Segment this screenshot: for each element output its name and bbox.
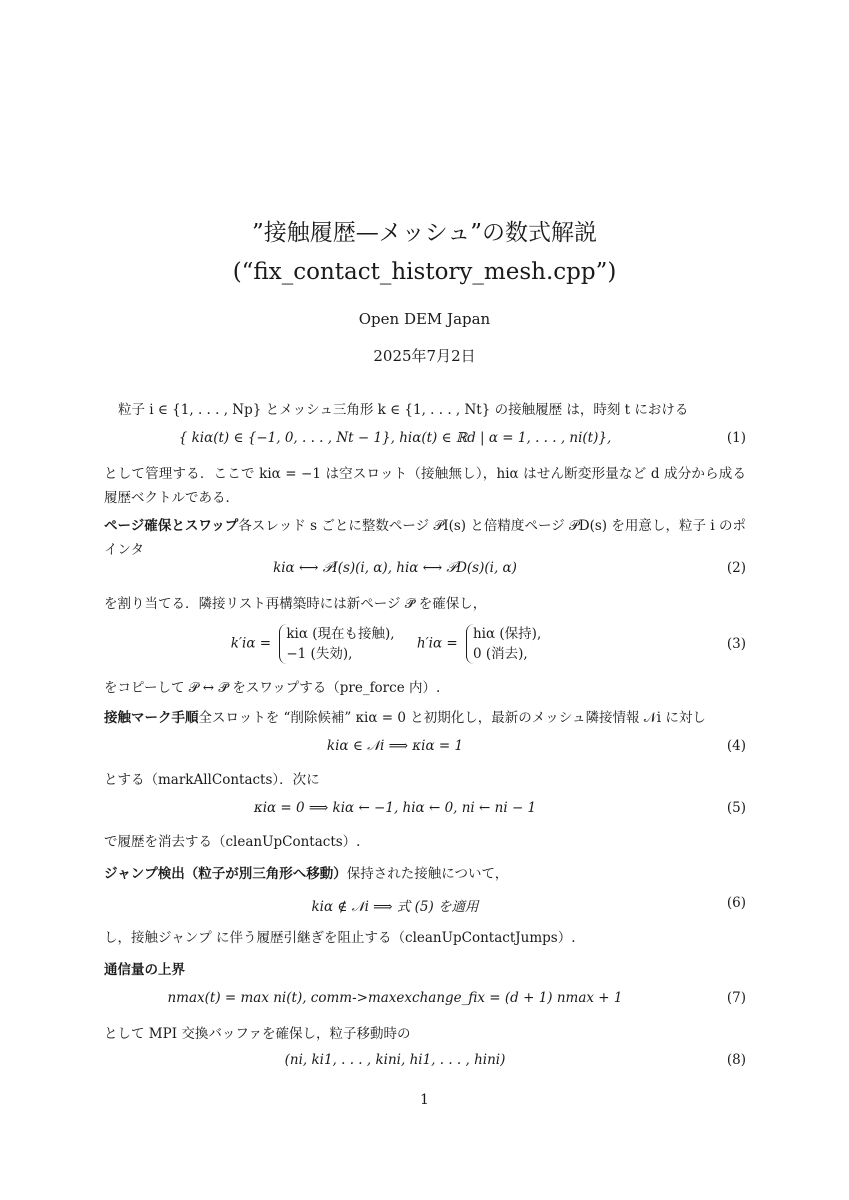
page-section-after-eq2: を割り当てる．隣接リスト再構築時には新ページ 𝒫̃ を確保し， xyxy=(104,596,487,612)
equation-4 xyxy=(104,738,746,768)
mark-section-after-eq5: で履歴を消去する（cleanUpContacts）. xyxy=(104,834,361,850)
equation-3-h-case1: hiα (保持), xyxy=(472,626,542,642)
equation-3 xyxy=(104,624,746,672)
comm-section-after-eq7: として MPI 交換バッファを確保し，粒子移動時の xyxy=(104,1026,411,1042)
equation-4-body: kiα ∈ 𝒩i ⟹ κiα = 1 xyxy=(326,738,464,754)
equation-6 xyxy=(104,895,746,925)
mark-section-paragraph xyxy=(104,706,746,730)
equation-5-number: (5) xyxy=(726,800,746,816)
intro-paragraph: 粒子 i ∈ {1, . . . , Np} とメッシュ三角形 k ∈ {1, . . . , Nt} の接触履歴 は，時刻 t における xyxy=(118,402,689,418)
equation-7-body: nmax(t) = max ni(t), comm->maxexchange_fix = (d + 1) nmax + 1 xyxy=(167,990,623,1006)
document-title-line1: ”接触履歴—メッシュ”の数式解説 xyxy=(251,220,598,246)
page-section-heading: ページ確保とスワップ xyxy=(104,518,239,534)
equation-7 xyxy=(104,990,746,1020)
equation-1-number: (1) xyxy=(726,430,746,446)
mark-section-after-eq4: とする（markAllContacts）．次に xyxy=(104,772,320,788)
equation-8-body: (ni, ki1, . . . , kini, hi1, . . . , hini) xyxy=(284,1052,506,1068)
comm-section-paragraph xyxy=(104,958,746,982)
equation-2-number: (2) xyxy=(726,560,746,576)
comm-section-heading: 通信量の上界 xyxy=(104,962,185,978)
mark-section-text: 全スロットを “削除候補” κiα = 0 と初期化し，最新のメッシュ隣接情報 𝒩i に対し xyxy=(198,710,706,726)
equation-5-body: κiα = 0 ⟹ kiα ← −1, hiα ← 0, ni ← ni − 1 xyxy=(253,800,537,816)
equation-3-h-case2: 0 (消去), xyxy=(472,646,528,662)
equation-5 xyxy=(104,800,746,830)
equation-3-h-lhs: h′iα = xyxy=(416,635,458,652)
equation-3-k-case1: kiα (現在も接触), xyxy=(286,626,395,642)
equation-2-body: kiα ⟷ 𝒫I(s)(i, α), hiα ⟷ 𝒫D(s)(i, α) xyxy=(273,560,517,576)
document-title-line2: (“fix_contact_history_mesh.cpp”) xyxy=(232,259,617,285)
author: Open DEM Japan xyxy=(358,310,491,328)
equation-6-number: (6) xyxy=(726,895,746,911)
jump-section-paragraph xyxy=(104,862,746,886)
equation-4-number: (4) xyxy=(726,738,746,754)
page-section-paragraph xyxy=(104,514,746,562)
page-section-text: 各スレッド s ごとに整数ページ 𝒫I(s) と倍精度ページ 𝒫D(s) を用意し，粒子 i のポインタ xyxy=(104,518,746,558)
jump-section-after-eq6: し，接触ジャンプ に伴う履歴引継ぎを阻止する（cleanUpContactJumps）. xyxy=(104,930,576,946)
page-section-after-eq3: をコピーして 𝒫 ↔ 𝒫̃ をスワップする（pre_force 内）. xyxy=(104,680,441,696)
jump-section-text: 保持された接触について， xyxy=(346,866,509,882)
page-number: 1 xyxy=(420,1092,429,1108)
jump-section-heading: ジャンプ検出（粒子が別三角形へ移動） xyxy=(104,866,347,882)
equation-3-number: (3) xyxy=(726,636,746,652)
equation-1 xyxy=(104,430,746,460)
equation-8 xyxy=(104,1052,746,1082)
equation-3-k-lhs: k′iα = xyxy=(230,635,272,652)
equation-3-body xyxy=(104,624,686,664)
mark-section-heading: 接触マーク手順 xyxy=(104,710,199,726)
equation-3-k-case2: −1 (失効), xyxy=(286,646,353,662)
equation-2 xyxy=(104,560,746,590)
intro-after-paragraph: として管理する．ここで kiα = −1 は空スロット（接触無し），hiα はせん断変形量など d 成分から成る履歴ベクトルである． xyxy=(104,466,746,506)
equation-3-h-cases xyxy=(466,624,541,664)
equation-1-body: { kiα(t) ∈ {−1, 0, . . . , Nt − 1}, hiα(t) ∈ ℝd | α = 1, . . . , ni(t)}, xyxy=(178,430,612,446)
equation-6-body: kiα ∉ 𝒩i ⟹ 式 (5) を適用 xyxy=(311,899,479,915)
equation-3-k-cases xyxy=(279,624,394,664)
date: 2025年7月2日 xyxy=(373,347,476,365)
equation-8-number: (8) xyxy=(726,1052,746,1068)
equation-7-number: (7) xyxy=(726,990,746,1006)
